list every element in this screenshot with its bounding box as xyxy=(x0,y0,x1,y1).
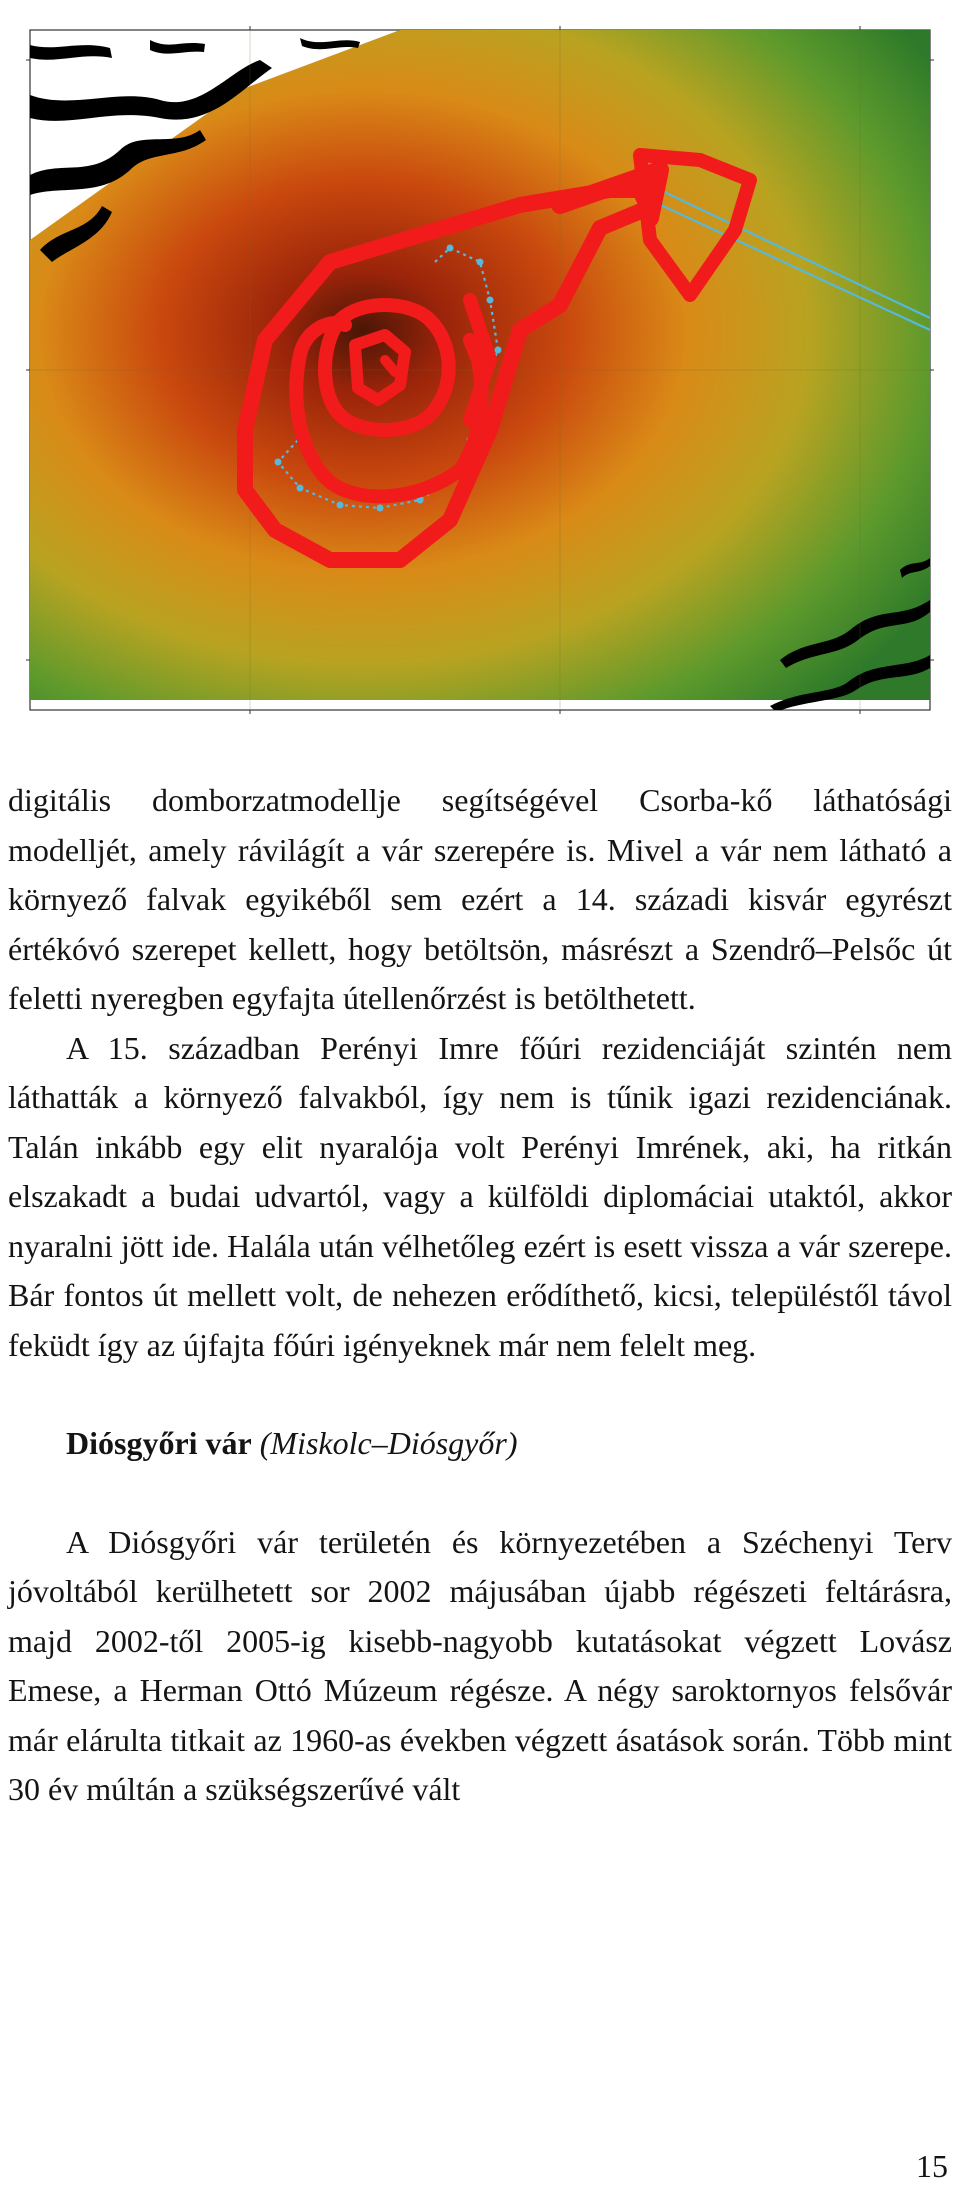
page-number: 15 xyxy=(916,2148,948,2184)
section-heading xyxy=(66,1419,952,1469)
terrain-map-figure xyxy=(0,0,960,720)
body-text xyxy=(8,776,952,1815)
section-subtitle: (Miskolc–Diósgyőr) xyxy=(259,1425,518,1461)
paragraph-3: A Diósgyőri vár területén és környezetében a Széchenyi Terv jóvoltából kerülhetett sor 2002 májusában újabb régészeti feltárásra, majd 2002-től 2005-ig kisebb-nagyobb kutatásokat végzett Lovász Emese, a Herman Ottó Múzeum régésze. A négy saroktornyos felsővár már elárulta titkait az 1960-as években végzett ásatások során. Több mint 30 év múltán a szükségszerűvé vált xyxy=(8,1523,952,1807)
section-title: Diósgyőri vár xyxy=(66,1425,252,1461)
paragraph-2: A 15. században Perényi Imre főúri rezidenciáját szintén nem láthatták a környező falvakból, így nem is tűnik igazi rezidenciának. Talán inkább egy elit nyaralója volt Perényi Imrének, aki, ha ritkán elszakadt a budai udvartól, vagy a külföldi diplomáciai utaktól, akkor nyaralni jött ide. Halála után vélhetőleg ezért is esett vissza a vár szerepe. Bár fontos út mellett volt, de nehezen erődíthető, kicsi, településtől távol feküdt így az újfajta főúri igényeknek már nem felelt meg. xyxy=(8,1029,952,1363)
paragraph-1: digitális domborzatmodellje segítségével Csorba-kő láthatósági modelljét, amely rávilágít a vár szerepére is. Mivel a vár nem látható a környező falvak egyikéből sem ezért a 14. századi kisvár egyrészt értékóvó szerepet kellett, hogy betöltsön, másrészt a Szendrő–Pelsőc út feletti nyeregben egyfajta útellenőrzést is betölthetett. xyxy=(8,782,952,1016)
